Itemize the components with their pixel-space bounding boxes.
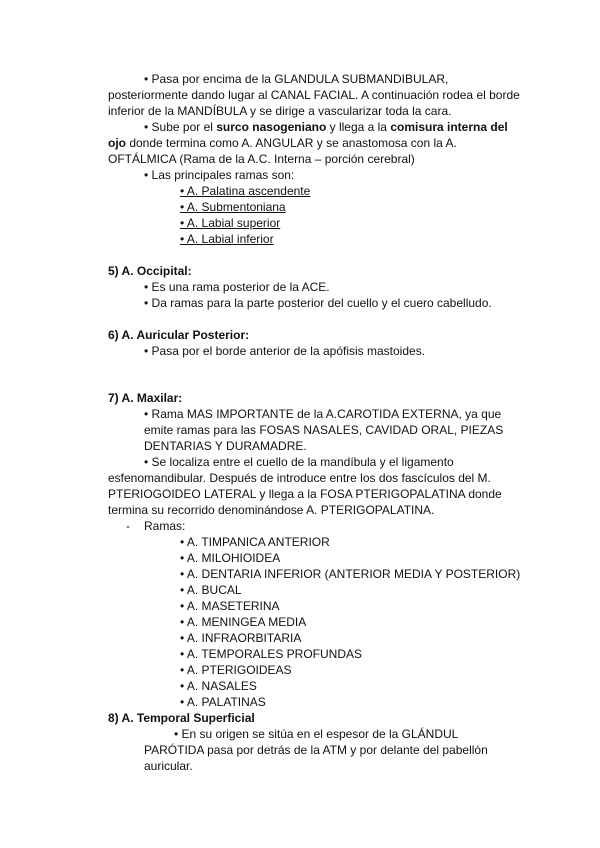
temporal-line: PARÓTIDA pasa por detrás de la ATM y por delante del pabellón [144, 743, 488, 757]
maxilar-bullet-2-line: termina su recorrido denominándose A. PTERIGOPALATINA. [108, 503, 435, 517]
facial-rama-item: • A. Labial superior [180, 216, 281, 230]
temporal-line: • En su origen se sitúa en el espesor de la GLÁNDUL [174, 727, 459, 741]
maxilar-bullet-1-line: DENTARIAS Y DURAMADRE. [144, 439, 307, 453]
facial-rama-item: • A. Labial inferior [180, 232, 274, 246]
maxilar-ramas-label: Ramas: [144, 519, 186, 533]
dash-marker: - [126, 519, 130, 533]
facial-bullet-3: • Las principales ramas son: [144, 168, 295, 182]
bold-term-surco-nasogeniano: surco nasogeniano [216, 120, 327, 134]
text-run: y llega a la [326, 120, 391, 134]
maxilar-bullet-1-line: emite ramas para las FOSAS NASALES, CAVIDAD ORAL, PIEZAS [144, 423, 504, 437]
bold-term-ojo: ojo [108, 136, 126, 150]
text-run: • Sube por el [144, 120, 217, 134]
maxilar-rama-item: • A. BUCAL [180, 583, 242, 597]
maxilar-bullet-2-line: PTERIOGOIDEO LATERAL y llega a la FOSA PTERIGOPALATINA donde [108, 487, 502, 501]
maxilar-rama-item: • A. INFRAORBITARIA [180, 631, 302, 645]
maxilar-rama-item: • A. PTERIGOIDEAS [180, 663, 292, 677]
facial-bullet-1-line-3: inferior de la MANDÍBULA y se dirige a vascularizar toda la cara. [108, 104, 452, 118]
maxilar-rama-item: • A. DENTARIA INFERIOR (ANTERIOR MEDIA Y POSTERIOR) [180, 567, 521, 581]
facial-bullet-1-line-2: posteriormente dando lugar al CANAL FACIAL. A continuación rodea el borde [108, 88, 520, 102]
maxilar-rama-item: • A. TIMPANICA ANTERIOR [180, 535, 330, 549]
maxilar-bullet-2-line: • Se localiza entre el cuello de la mandíbula y el ligamento [144, 455, 454, 469]
facial-bullet-2-line-3: OFTÁLMICA (Rama de la A.C. Interna – porción cerebral) [108, 152, 415, 166]
bold-term-comisura: comisura interna del [390, 120, 508, 134]
maxilar-rama-item: • A. NASALES [180, 679, 257, 693]
maxilar-rama-item: • A. MASETERINA [180, 599, 280, 613]
temporal-line: auricular. [144, 759, 193, 773]
section-heading-occipital: 5) A. Occipital: [108, 264, 192, 278]
maxilar-rama-item: • A. MILOHIOIDEA [180, 551, 281, 565]
maxilar-rama-item: • A. MENINGEA MEDIA [180, 615, 307, 629]
maxilar-rama-item: • A. PALATINAS [180, 695, 266, 709]
section-heading-temporal: 8) A. Temporal Superficial [108, 711, 255, 725]
facial-bullet-2-line-1 [144, 120, 508, 135]
occipital-item: • Da ramas para la parte posterior del cuello y el cuero cabelludo. [144, 296, 492, 310]
auricular-item: • Pasa por el borde anterior de la apófisis mastoides. [144, 344, 426, 358]
maxilar-bullet-1-line: • Rama MAS IMPORTANTE de la A.CAROTIDA EXTERNA, ya que [144, 407, 502, 421]
maxilar-rama-item: • A. TEMPORALES PROFUNDAS [180, 647, 363, 661]
facial-rama-item: • A. Palatina ascendente [180, 184, 311, 198]
text-run: donde termina como A. ANGULAR y se anastomosa con la A. [126, 136, 457, 150]
section-heading-maxilar: 7) A. Maxilar: [108, 391, 183, 405]
facial-bullet-1-line-1: • Pasa por encima de la GLANDULA SUBMANDIBULAR, [144, 72, 449, 86]
occipital-item: • Es una rama posterior de la ACE. [144, 280, 330, 294]
facial-bullet-2-line-2 [108, 136, 457, 151]
section-heading-auricular: 6) A. Auricular Posterior: [108, 328, 250, 342]
facial-rama-item: • A. Submentoniana [180, 200, 286, 214]
maxilar-bullet-2-line: esfenomandibular. Después de introduce entre los dos fascículos del M. [108, 471, 491, 485]
